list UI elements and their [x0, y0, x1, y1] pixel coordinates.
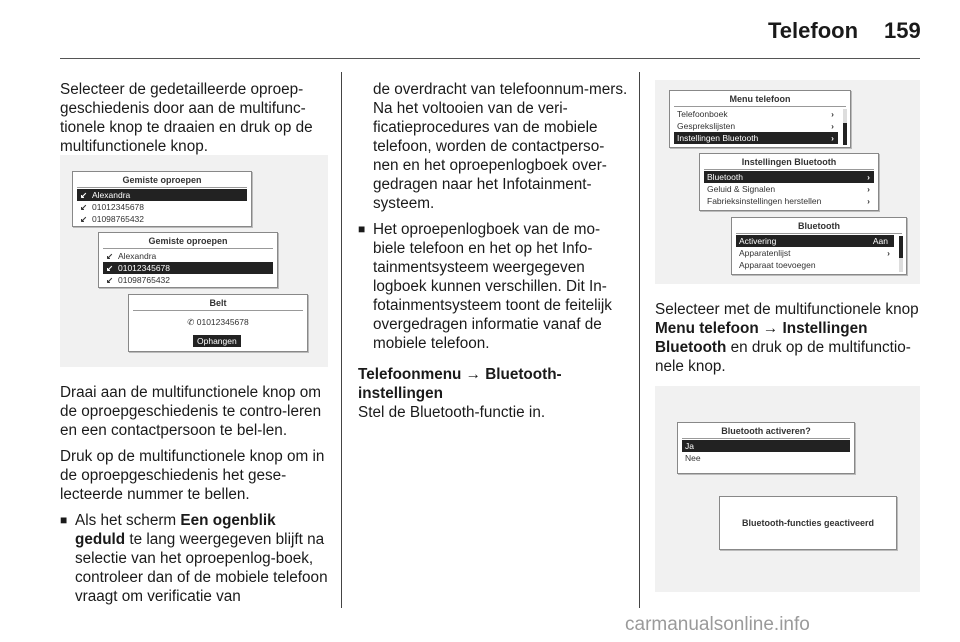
screen-title: Bluetooth — [798, 221, 840, 231]
chevron-right-icon: › — [867, 196, 870, 206]
missed-call-icon: ↙ — [80, 190, 88, 200]
screen-calling — [128, 294, 308, 352]
paragraph: Druk op de multifunctionele knop om in de oproepgeschiedenis het gese-lecteerde nummer te bellen. — [60, 448, 325, 503]
list-item: Gesprekslijsten › — [677, 121, 834, 131]
watermark: carmanualsonline.info — [625, 614, 810, 635]
screen-activate-dialog — [677, 422, 855, 474]
screen-title: Gemiste oproepen — [148, 236, 228, 246]
list-item: Ja — [682, 440, 850, 452]
chevron-right-icon: › — [831, 121, 834, 131]
screen-activated-message — [719, 496, 897, 550]
list-item: Apparatenlijst › — [739, 248, 890, 258]
screenshot-bluetooth-activate — [655, 386, 920, 592]
scrollbar — [843, 109, 847, 145]
list-item: Fabrieksinstellingen herstellen › — [707, 196, 870, 206]
list-item: Bluetooth › — [704, 171, 874, 183]
screenshot-missed-calls — [60, 155, 328, 367]
paragraph: Draai aan de multifunctionele knop om de oproepgeschiedenis te contro-leren en een contactpersoon te bel-len. — [60, 384, 322, 439]
column-1-lower — [60, 383, 328, 613]
screen-bluetooth — [731, 217, 907, 275]
section-heading: Telefoonmenu → Bluetooth-instellingen — [358, 366, 562, 402]
list-item: ↙ 01098765432 — [80, 214, 145, 224]
list-item: Apparaat toevoegen — [739, 260, 816, 270]
paragraph: Selecteer de gedetailleerde oproep-geschiedenis door aan de multifunc-tionele knop te draaien en druk op de multifunctionele knop. — [60, 81, 313, 155]
column-3 — [655, 300, 920, 383]
screenshot-bluetooth-settings — [655, 80, 920, 284]
page-header — [0, 0, 960, 60]
bullet-icon: ■ — [60, 513, 68, 527]
column-divider-1 — [341, 72, 342, 608]
list-item: ↙ 01012345678 — [103, 262, 273, 274]
status-message: Bluetooth-functies geactiveerd — [741, 518, 875, 528]
scrollbar — [899, 236, 903, 272]
paragraph: Stel de Bluetooth-functie in. — [358, 404, 546, 421]
page-title: Telefoon — [768, 18, 859, 43]
missed-call-icon: ↙ — [106, 251, 114, 261]
list-item: Activering Aan — [736, 235, 894, 247]
missed-call-icon: ↙ — [80, 214, 88, 224]
screen-missed-calls-2 — [98, 232, 278, 288]
screen-title: Belt — [209, 298, 227, 308]
calling-number: ✆ 01012345678 — [187, 317, 249, 327]
page-number: 159 — [884, 18, 921, 43]
screen-missed-calls-1 — [72, 171, 252, 227]
bullet-item: ■ Het oproepenlogboek van de mo-biele telefoon en het op het Info-tainmentsysteem weergegeven logboek kunnen verschillen. Dit In-fotainmentsysteem toont de feitelijk overgedragen informatie vanaf de mobiele telefoon. — [358, 221, 612, 352]
bullet-item: ■ Als het scherm Een ogenblik geduld te lang weergegeven blijft na selectie van het oproepenlog-boek, controleer dan of de mobiele telefoon vraagt om verificatie van — [60, 512, 328, 605]
chevron-right-icon: › — [831, 133, 834, 143]
chevron-right-icon: › — [867, 184, 870, 194]
missed-call-icon: ↙ — [106, 263, 114, 273]
calling-icon: ✆ — [187, 317, 195, 327]
screen-title: Bluetooth activeren? — [721, 426, 811, 436]
column-divider-2 — [639, 72, 640, 608]
screen-phone-menu — [669, 90, 851, 148]
column-1 — [60, 80, 328, 163]
paragraph: Selecteer met de multifunctionele knop Menu telefoon → Instellingen Bluetooth en druk op de multifunctio-nele knop. — [655, 301, 919, 375]
list-item: ↙ 01012345678 — [80, 202, 145, 212]
missed-call-icon: ↙ — [80, 202, 88, 212]
chevron-right-icon: › — [887, 248, 890, 258]
list-item: Instellingen Bluetooth › — [674, 132, 838, 144]
hang-up-button: Ophangen — [193, 335, 241, 347]
bullet-icon: ■ — [358, 222, 366, 236]
list-item: Geluid & Signalen › — [707, 184, 870, 194]
header-rule — [60, 58, 920, 59]
list-item: ↙ Alexandra — [106, 251, 157, 261]
chevron-right-icon: › — [831, 109, 834, 119]
list-item: ↙ Alexandra — [77, 189, 247, 201]
screen-title: Menu telefoon — [729, 94, 791, 104]
screen-bluetooth-settings — [699, 153, 879, 211]
list-item: Telefoonboek › — [677, 109, 834, 119]
list-item: Nee — [685, 453, 701, 463]
screen-title: Gemiste oproepen — [122, 175, 202, 185]
missed-call-icon: ↙ — [106, 275, 114, 285]
setting-value: Aan — [872, 236, 888, 246]
screen-title: Instellingen Bluetooth — [741, 157, 837, 167]
column-2 — [358, 80, 628, 429]
paragraph: de overdracht van telefoonnum-mers. Na het voltooien van de veri-ficatieprocedures van de mobiele telefoon, worden de contactperso-nen en het oproepenlogboek over-gedragen naar het Infotainment-systeem. — [373, 81, 628, 212]
chevron-right-icon: › — [867, 172, 870, 182]
list-item: ↙ 01098765432 — [106, 275, 171, 285]
